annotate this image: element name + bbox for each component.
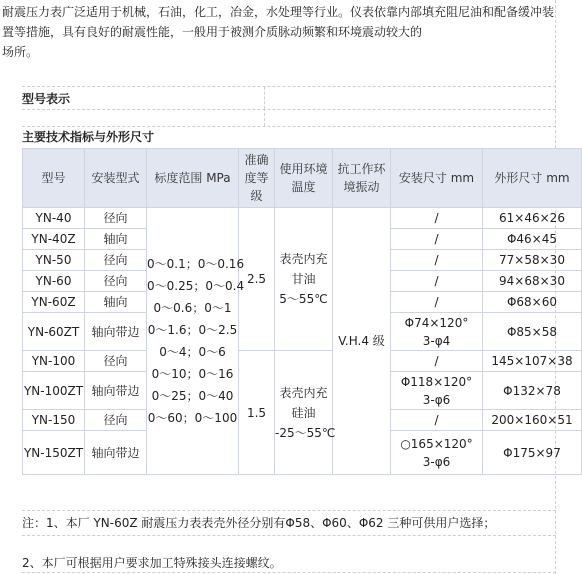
mount-line: 3-φ6 (422, 454, 451, 469)
model-section-row (22, 86, 556, 110)
cell-install: 轴向带边 (85, 313, 147, 351)
cell-install: 径向 (85, 410, 147, 431)
section-divider (264, 108, 265, 126)
cell-mount (391, 313, 483, 351)
intro-line: 场所。 (2, 45, 39, 59)
cell-mount: / (391, 208, 483, 229)
temp-line: 甘油 (291, 272, 316, 286)
header-range: 标度范围 MPa (147, 148, 239, 208)
cell-mount (391, 431, 483, 475)
cell-mount: / (391, 271, 483, 292)
spec-table (22, 148, 582, 475)
cell-outline: Φ132×78 (483, 372, 582, 410)
cell-mount: / (391, 410, 483, 431)
cell-install: 径向 (85, 250, 147, 271)
cell-model: YN-60 (22, 271, 85, 292)
header-vibration: 抗工作环境振动 (333, 148, 391, 208)
cell-outline: Φ85×58 (483, 313, 582, 351)
cell-mount: / (391, 351, 483, 372)
cell-env-temp (275, 351, 336, 475)
cell-accuracy: 1.5 (239, 351, 275, 475)
mount-line: Φ74×120° (404, 315, 469, 330)
cell-install: 轴向 (85, 229, 147, 250)
cell-vibration: V.H.4 级 (333, 208, 391, 475)
temp-line: 表壳内充 (279, 385, 328, 400)
cell-outline: 145×107×38 (483, 351, 582, 372)
cell-outline: 200×160×51 (483, 410, 582, 431)
cell-model: YN-60ZT (22, 313, 85, 351)
mount-line: Φ118×120° (400, 374, 473, 389)
range-value: 0～60；0～100 (147, 411, 238, 425)
header-env-temp: 使用环境温度 (275, 148, 333, 208)
range-value: 0～10；0～16 (151, 367, 234, 381)
spec-section-title: 主要技术指标与外形尺寸 (22, 130, 155, 144)
table-row (22, 208, 582, 229)
header-outline: 外形尺寸 mm (483, 148, 582, 208)
cell-accuracy: 2.5 (239, 208, 275, 351)
header-install-size: 安装尺寸 mm (391, 148, 483, 208)
cell-model: YN-60Z (22, 292, 85, 313)
cell-install: 径向 (85, 271, 147, 292)
cell-install: 轴向带边 (85, 372, 147, 410)
section-divider (264, 87, 265, 109)
range-value: 0～25；0～40 (151, 389, 234, 403)
range-value: 0～0.6；0～1 (153, 301, 232, 315)
cell-mount: / (391, 250, 483, 271)
range-value: 0～1.6；0～2.5 (147, 323, 238, 337)
temp-line: 5～55℃ (279, 292, 328, 306)
cell-install: 轴向 (85, 292, 147, 313)
table-row (22, 351, 582, 372)
cell-model: YN-40 (22, 208, 85, 229)
range-value: 0～4；0～6 (159, 345, 226, 359)
range-value: 0～0.25；0～0.4 (147, 279, 245, 293)
cell-outline: 61×46×26 (483, 208, 582, 229)
cell-mount: / (391, 229, 483, 250)
mount-line: 3-φ4 (422, 333, 451, 348)
header-accuracy: 准确度等级 (239, 148, 275, 208)
cell-model: YN-100 (22, 351, 85, 372)
range-value: 0～0.1；0～0.16 (147, 257, 245, 271)
cell-model: YN-50 (22, 250, 85, 271)
cell-outline: 94×68×30 (483, 271, 582, 292)
header-install-type: 安装型式 (85, 148, 147, 208)
cell-model: YN-150 (22, 410, 85, 431)
table-header-row (22, 148, 582, 208)
mount-line: ○165×120° (400, 436, 473, 451)
cell-model: YN-100ZT (22, 372, 85, 410)
cell-outline: Φ46×45 (483, 229, 582, 250)
cell-mount (391, 372, 483, 410)
intro-paragraph (2, 2, 554, 62)
header-model: 型号 (22, 148, 85, 208)
cell-outline: Φ175×97 (483, 431, 582, 475)
temp-line: 表壳内充 (279, 252, 328, 266)
intro-line: 耐震压力表广泛适用于机械，石油，化工，冶金，水处理等行业。仪表依靠内部填充阻尼油和配备缓冲装 (2, 5, 555, 19)
temp-line: 硅油 (291, 405, 316, 420)
cell-install: 径向 (85, 351, 147, 372)
model-section-title: 型号表示 (22, 92, 71, 106)
cell-install: 径向 (85, 208, 147, 229)
cell-install: 轴向带边 (85, 431, 147, 475)
cell-outline: Φ68×60 (483, 292, 582, 313)
mount-line: 3-φ6 (422, 392, 451, 407)
note-2: 2、本厂可根据用户要求加工特殊接头连接螺纹。 (22, 556, 282, 570)
cell-mount: / (391, 292, 483, 313)
intro-line: 置等措施，具有良好的耐震性能，一般用于被测介质脉动频繁和环境震动较大的 (2, 25, 423, 39)
cell-env-temp (275, 208, 333, 351)
temp-line: -25～55℃ (275, 425, 336, 440)
model-section-body (22, 108, 556, 127)
cell-model: YN-40Z (22, 229, 85, 250)
cell-outline: 77×58×30 (483, 250, 582, 271)
cell-model: YN-150ZT (22, 431, 85, 475)
note-1: 注：1、本厂 YN-60Z 耐震压力表表壳外径分别有Φ58、Φ60、Φ62 三种可供用户选择； (22, 516, 496, 530)
cell-range (147, 208, 245, 475)
